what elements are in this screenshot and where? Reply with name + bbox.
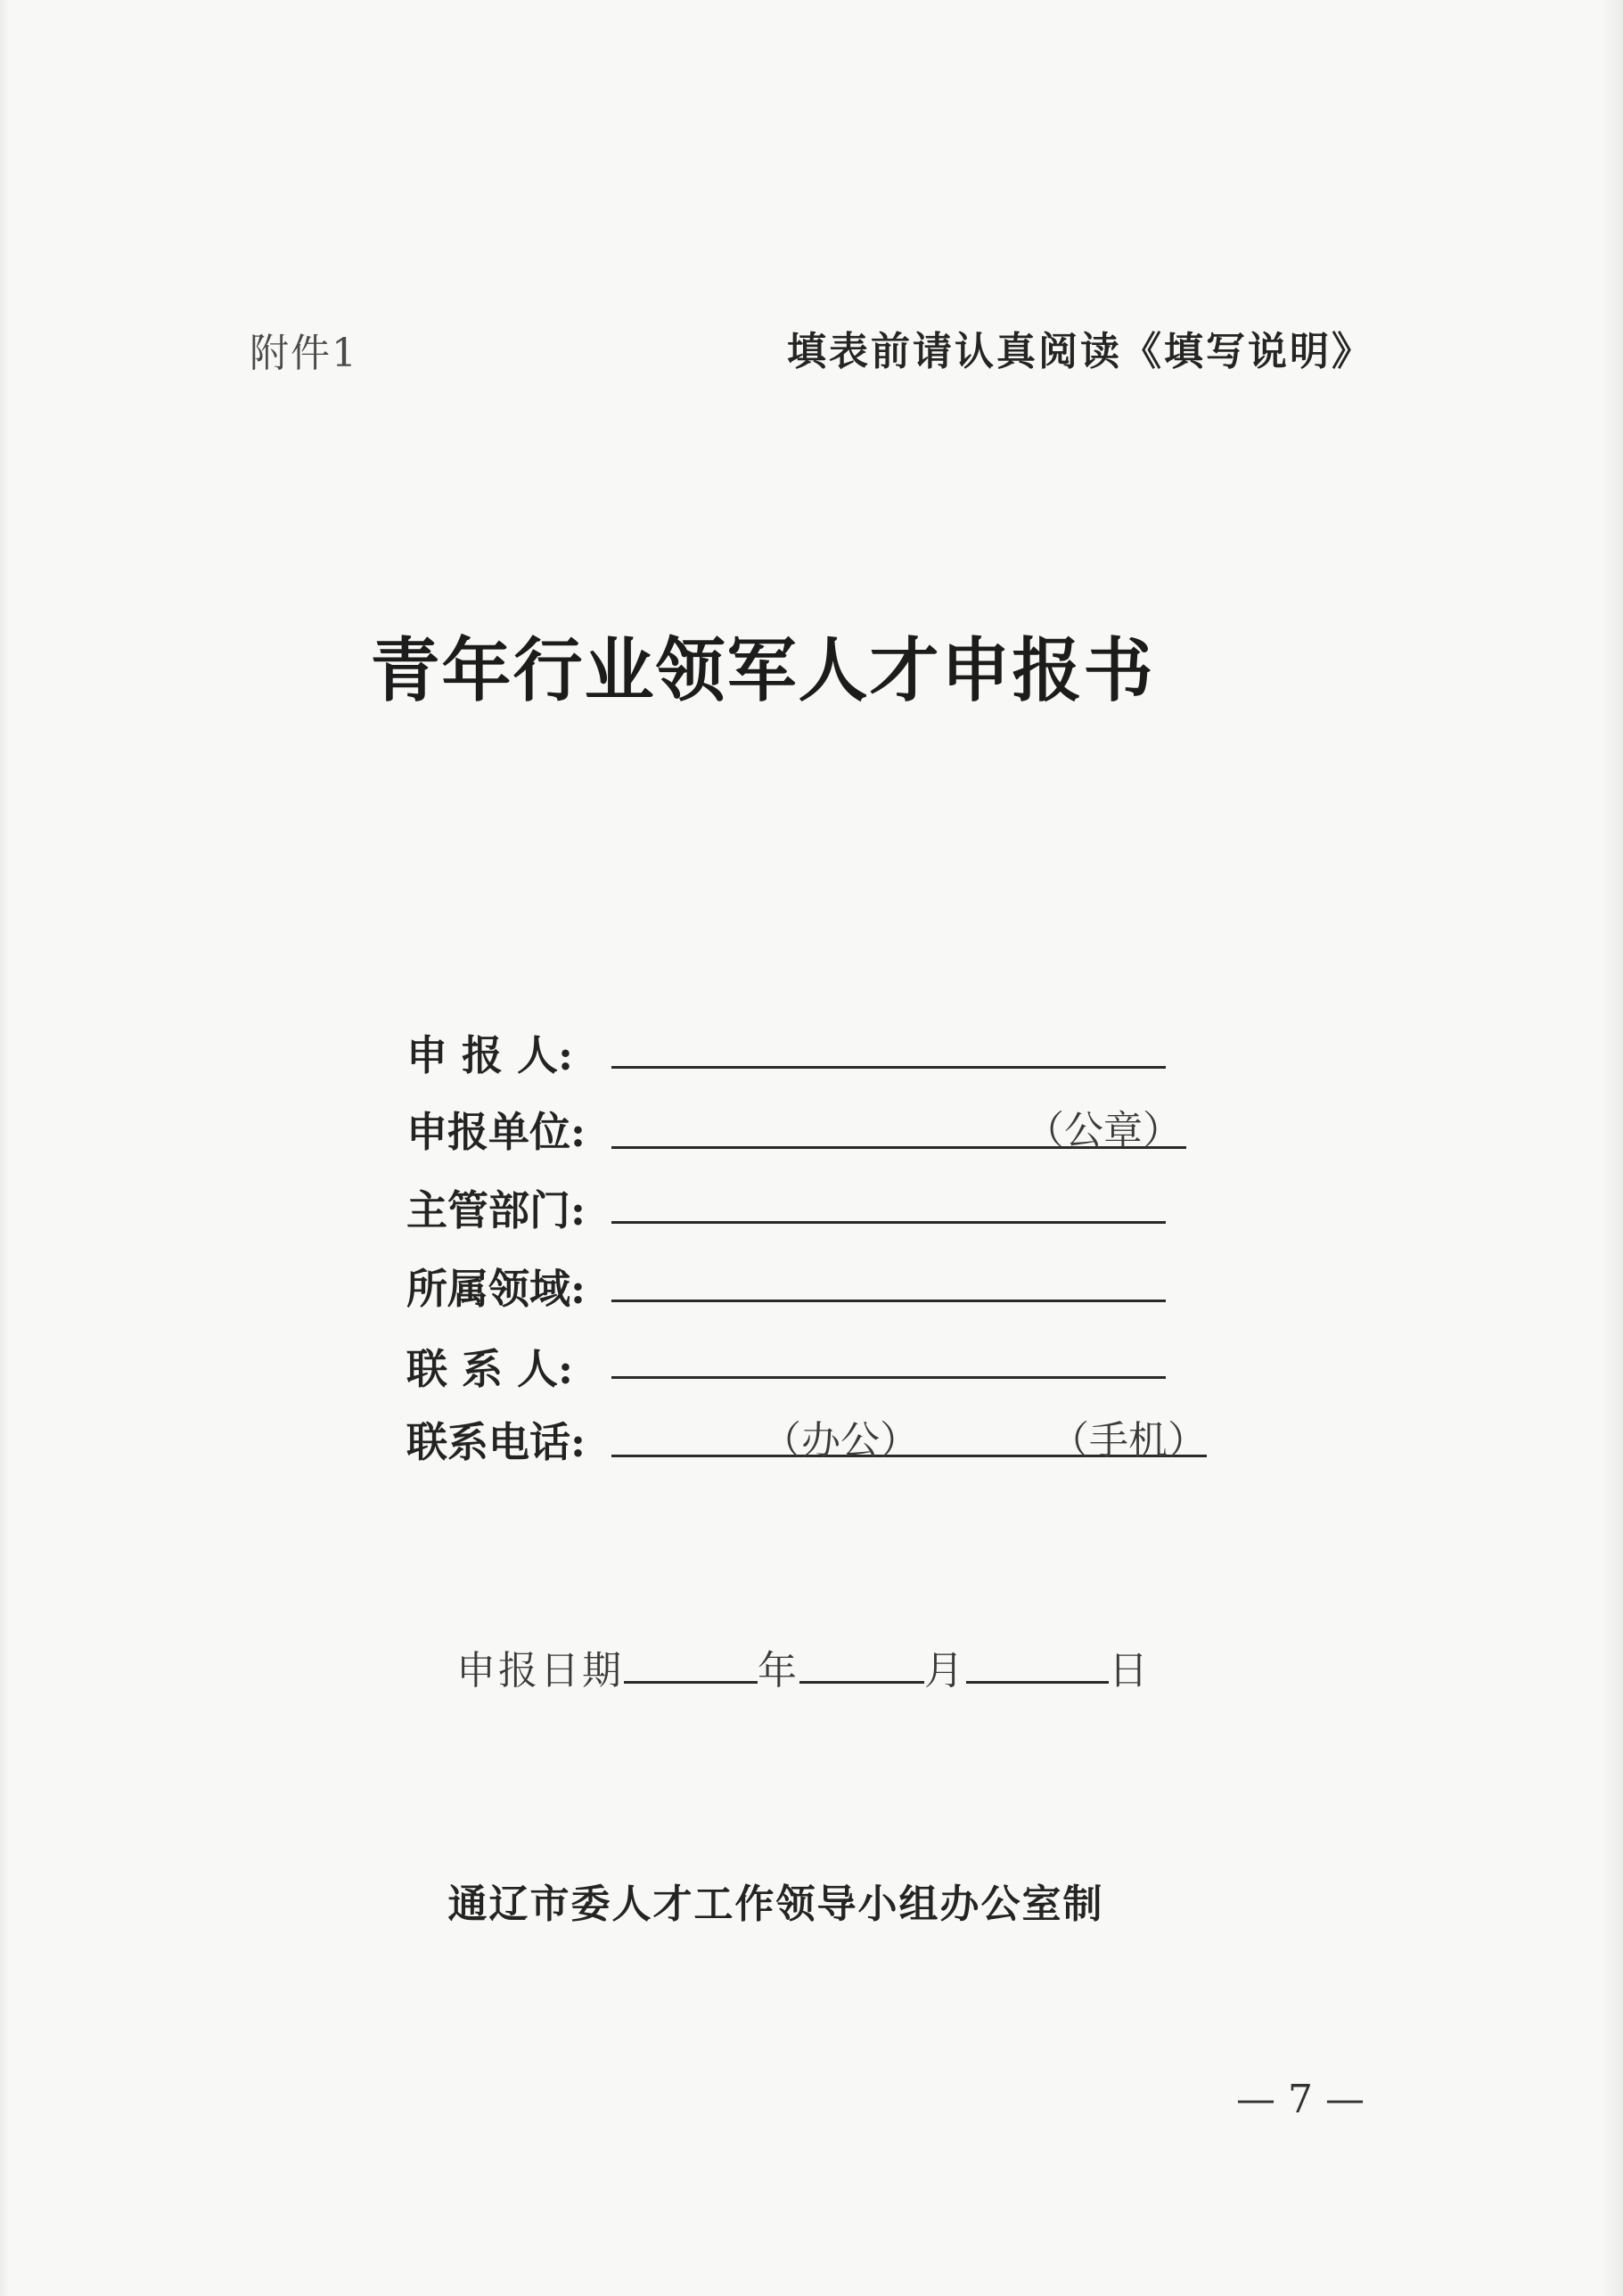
unit-label: 申报单位: <box>406 1108 586 1156</box>
month-label: 月 <box>924 1648 966 1693</box>
office-phone-note: （办公） <box>762 1418 919 1464</box>
mobile-phone-note: （手机） <box>1050 1418 1207 1464</box>
year-label: 年 <box>758 1648 799 1693</box>
page-number: — 7 — <box>1236 2077 1365 2122</box>
domain-field[interactable] <box>611 1300 1166 1302</box>
day-label: 日 <box>1109 1648 1151 1693</box>
contact-label: 联 系 人: <box>406 1345 574 1393</box>
contact-field[interactable] <box>611 1376 1166 1379</box>
department-label: 主管部门: <box>406 1186 586 1234</box>
year-field[interactable] <box>624 1654 758 1684</box>
applicant-field[interactable] <box>611 1066 1166 1069</box>
seal-note: （公章） <box>1025 1108 1182 1153</box>
day-field[interactable] <box>966 1654 1109 1684</box>
department-field[interactable] <box>611 1221 1166 1224</box>
fill-instruction: 填表前请认真阅读《填写说明》 <box>787 329 1373 374</box>
issuer-label: 通辽市委人才工作领导小组办公室制 <box>447 1882 1104 1927</box>
month-field[interactable] <box>799 1654 924 1684</box>
attachment-label: 附件1 <box>250 331 358 376</box>
applicant-label: 申 报 人: <box>406 1031 574 1079</box>
application-date-row <box>456 1638 1151 1695</box>
phone-label: 联系电话: <box>406 1418 586 1466</box>
date-label: 申报日期 <box>456 1648 624 1693</box>
document-title: 青年行业领军人才申报书 <box>370 630 1155 711</box>
domain-label: 所属领域: <box>406 1265 586 1313</box>
